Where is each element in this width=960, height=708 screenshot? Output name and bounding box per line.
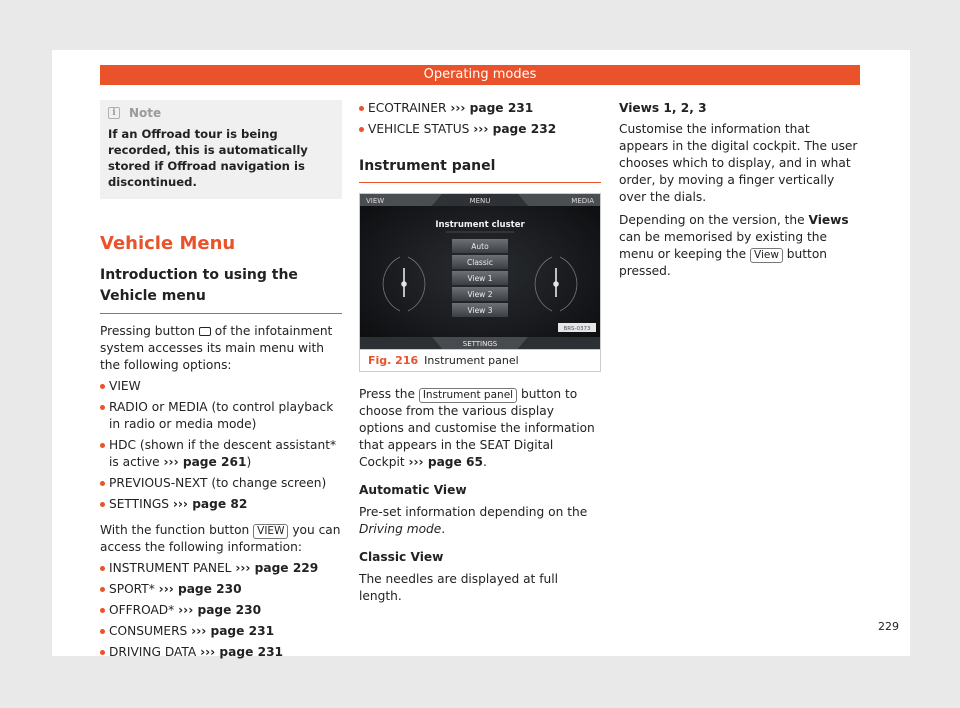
note-box: [100, 100, 342, 199]
menu-option-item: VIEW: [100, 378, 342, 395]
section-title-vehicle-menu: Vehicle Menu: [100, 233, 236, 254]
info-item: DRIVING DATA ››› page 231: [100, 644, 342, 661]
xref-link[interactable]: ››› page 231: [450, 101, 534, 115]
figure-code: BRS-0373: [563, 326, 591, 332]
xref-link[interactable]: ››› page 82: [172, 497, 248, 511]
info-item: INSTRUMENT PANEL ››› page 229: [100, 560, 342, 577]
xref-link[interactable]: ››› page 232: [473, 122, 557, 136]
more-items-list: [359, 100, 601, 138]
views-text-2: Depending on the version, the Views can be memorised by existing the menu or keeping the View button pressed.: [619, 213, 849, 278]
xref-link[interactable]: ››› page 231: [191, 624, 275, 638]
column-1: [100, 100, 342, 661]
menu-option-item: HDC (shown if the descent assistant* is active ››› page 261): [100, 437, 342, 471]
instrument-screen-image: [360, 194, 600, 349]
screen-heading: Instrument cluster: [435, 220, 525, 230]
info-item: OFFROAD* ››› page 230: [100, 602, 342, 619]
subsection-title: Introduction to using the Vehicle menu: [100, 265, 342, 314]
screen-media-label: MEDIA: [571, 197, 594, 205]
page-number: 229: [878, 620, 899, 633]
press-paragraph: Press the Instrument panel button to choose from the various display options and customise the information that appears in the SEAT Digital Cockpit ››› page 65.: [359, 387, 595, 469]
figure-caption-text: Instrument panel: [424, 354, 519, 367]
page-header: Operating modes: [100, 65, 860, 85]
screen-option-label: Classic: [467, 258, 493, 267]
views-text-1: Customise the information that appears in the digital cockpit. The user chooses which to display, and in what order, by moving a finger vertically over the dials.: [619, 122, 858, 204]
section-title-instrument-panel: Instrument panel: [359, 156, 601, 183]
screen-option-list: [452, 239, 508, 317]
figure-number: Fig. 216: [368, 354, 419, 367]
view-paragraph: With the function button VIEW you can access the following information:: [100, 523, 341, 554]
menu-option-item: PREVIOUS-NEXT (to change screen): [100, 475, 342, 492]
info-item: SPORT* ››› page 230: [100, 581, 342, 598]
info-icon: i: [108, 107, 120, 119]
views-title: Views 1, 2, 3: [619, 101, 707, 115]
info-items-list: [100, 560, 342, 661]
menu-option-item: SETTINGS ››› page 82: [100, 496, 342, 513]
classic-view-title: Classic View: [359, 550, 444, 564]
xref-link[interactable]: ››› page 230: [178, 603, 262, 617]
automatic-view-title: Automatic View: [359, 483, 467, 497]
view-key-button-2[interactable]: View: [750, 248, 783, 263]
menu-option-item: RADIO or MEDIA (to control playback in radio or media mode): [100, 399, 342, 433]
xref-link[interactable]: ››› page 229: [235, 561, 319, 575]
note-header: [108, 104, 334, 122]
screen-option-label: Auto: [471, 242, 489, 251]
info-item: ECOTRAINER ››› page 231: [359, 100, 601, 117]
figure-caption: [360, 349, 600, 371]
info-item: VEHICLE STATUS ››› page 232: [359, 121, 601, 138]
intro-paragraph: Pressing button of the infotainment system accesses its main menu with the following options:: [100, 324, 333, 372]
screen-option-label: View 1: [467, 274, 493, 283]
car-icon: [199, 327, 211, 336]
xref-link[interactable]: ››› page 230: [158, 582, 242, 596]
menu-options-list: [100, 378, 342, 513]
view-key-button[interactable]: VIEW: [253, 524, 288, 539]
figure-instrument-panel: [359, 193, 601, 372]
note-text: If an Offroad tour is being recorded, this is automatically stored if Offroad navigation is discontinued.: [108, 127, 308, 189]
instrument-panel-key-button[interactable]: Instrument panel: [419, 388, 517, 403]
xref-link[interactable]: ››› page 261: [163, 455, 247, 469]
classic-view-text: The needles are displayed at full length.: [359, 572, 558, 603]
note-label: Note: [129, 105, 162, 120]
info-item: CONSUMERS ››› page 231: [100, 623, 342, 640]
instrument-screen-svg: [360, 194, 600, 349]
xref-link[interactable]: ››› page 231: [200, 645, 284, 659]
column-3: [619, 100, 861, 280]
screen-menu-label: MENU: [469, 197, 491, 205]
screen-option-label: View 3: [467, 306, 493, 315]
screen-view-label: VIEW: [366, 197, 385, 205]
automatic-view-text: Pre-set information depending on the Driving mode.: [359, 505, 588, 536]
column-2: [359, 100, 601, 605]
xref-page-65[interactable]: ››› page 65: [408, 455, 483, 469]
screen-settings-label: SETTINGS: [462, 340, 498, 348]
screen-option-label: View 2: [467, 290, 493, 299]
